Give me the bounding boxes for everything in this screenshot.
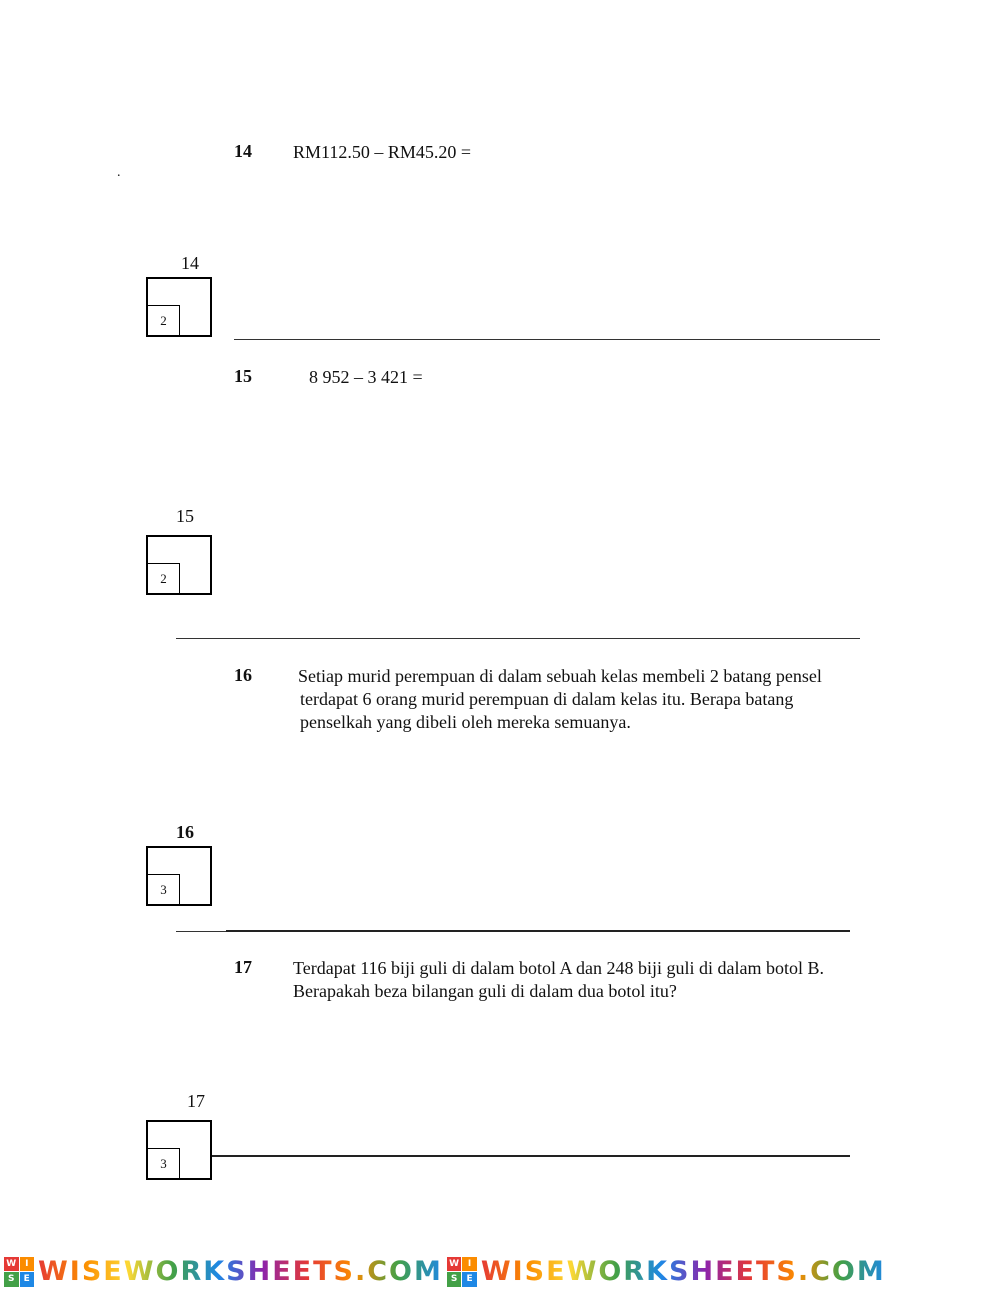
logo-letter: W (4, 1257, 19, 1272)
stray-mark: . (117, 165, 121, 180)
question-text-17-line-2: Berapakah beza bilangan guli di dalam dua botol itu? (293, 981, 677, 1001)
logo-letter: E (20, 1272, 35, 1287)
watermark-text: WISEWORKSHEETS.COM (480, 1256, 886, 1287)
marks-value-14: 2 (146, 305, 180, 337)
watermark-group-2 (447, 1256, 886, 1287)
logo-icon (447, 1257, 477, 1287)
logo-letter: I (462, 1257, 477, 1272)
marks-value-15: 2 (146, 563, 180, 595)
divider-16-left (176, 931, 226, 932)
divider-15 (176, 638, 860, 639)
mark-box-14 (146, 277, 212, 337)
question-number-17: 17 (234, 957, 252, 977)
question-number-15: 15 (234, 366, 252, 386)
mark-box-label-17: 17 (187, 1091, 205, 1111)
logo-letter: S (447, 1272, 462, 1287)
question-number-16: 16 (234, 665, 252, 685)
mark-box-label-16: 16 (176, 822, 194, 842)
question-text-15: 8 952 – 3 421 = (309, 367, 423, 387)
logo-icon (4, 1257, 34, 1287)
marks-value-16: 3 (146, 874, 180, 906)
logo-letter: W (447, 1257, 462, 1272)
logo-letter: S (4, 1272, 19, 1287)
question-text-14: RM112.50 – RM45.20 = (293, 142, 472, 162)
mark-box-label-15: 15 (176, 506, 194, 526)
marks-value-17: 3 (146, 1148, 180, 1180)
divider-14 (234, 339, 880, 340)
mark-box-17 (146, 1120, 212, 1180)
logo-letter: I (20, 1257, 35, 1272)
mark-box-15 (146, 535, 212, 595)
logo-letter: E (462, 1272, 477, 1287)
footer-watermark (0, 1252, 1000, 1291)
watermark-text: WISEWORKSHEETS.COM (38, 1256, 443, 1287)
divider-17 (212, 1155, 850, 1157)
question-text-16-line-2: terdapat 6 orang murid perempuan di dalam kelas itu. Berapa batang (300, 689, 794, 709)
question-text-16-line-3: penselkah yang dibeli oleh mereka semuanya. (300, 712, 631, 732)
question-text-17-line-1: Terdapat 116 biji guli di dalam botol A dan 248 biji guli di dalam botol B. (293, 958, 825, 978)
question-number-14: 14 (234, 141, 252, 161)
divider-16 (226, 930, 850, 932)
mark-box-label-14: 14 (181, 253, 199, 273)
question-text-16-line-1: Setiap murid perempuan di dalam sebuah kelas membeli 2 batang pensel (298, 666, 822, 686)
watermark-group-1 (4, 1256, 443, 1287)
mark-box-16 (146, 846, 212, 906)
